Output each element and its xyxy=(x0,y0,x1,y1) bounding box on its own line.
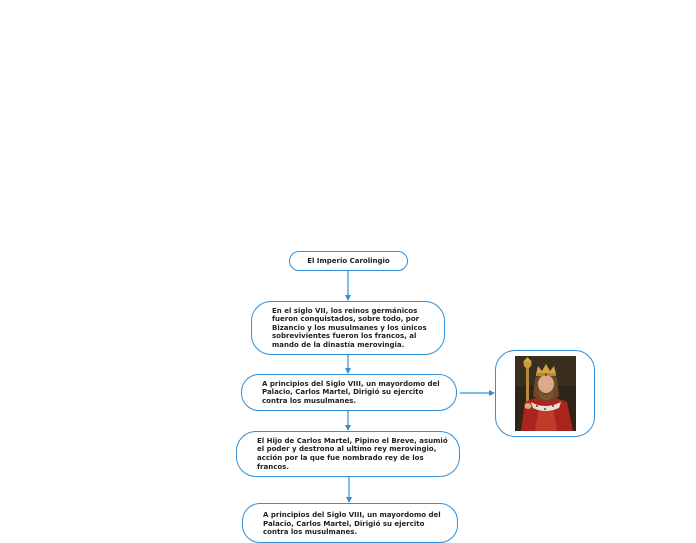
topic-node-3[interactable] xyxy=(236,431,460,477)
topic-node-4[interactable] xyxy=(242,503,458,543)
image-node[interactable] xyxy=(495,350,595,437)
topic-node-1[interactable] xyxy=(251,301,445,355)
topic-node-3-text: El Hijo de Carlos Martel, Pipino el Breve, asumió el poder y destrono al ultimo rey merovingio, acción por la que fue nombrado rey de los francos. xyxy=(257,436,448,471)
topic-node-2-text: A principios del Siglo VIII, un mayordomo del Palacio, Carlos Martel, Dirigió su ejercito contra los musulmanes. xyxy=(262,379,440,405)
topic-node-4-text: A principios del Siglo VIII, un mayordomo del Palacio, Carlos Martel, Dirigió su ejercito contra los musulmanes. xyxy=(263,511,441,537)
charlemagne-portrait-image xyxy=(515,356,576,431)
topic-title-text: El Imperio Carolingio xyxy=(307,256,390,265)
topic-node-2[interactable] xyxy=(241,374,457,411)
topic-title-node[interactable] xyxy=(289,251,408,271)
topic-node-1-text: En el siglo VII, los reinos germánicos fueron conquistados, sobre todo, por Bizancio y los musulmanes y los únicos sobrevivientes fueron los francos, al mando de la dinastía merovingia. xyxy=(272,306,427,349)
